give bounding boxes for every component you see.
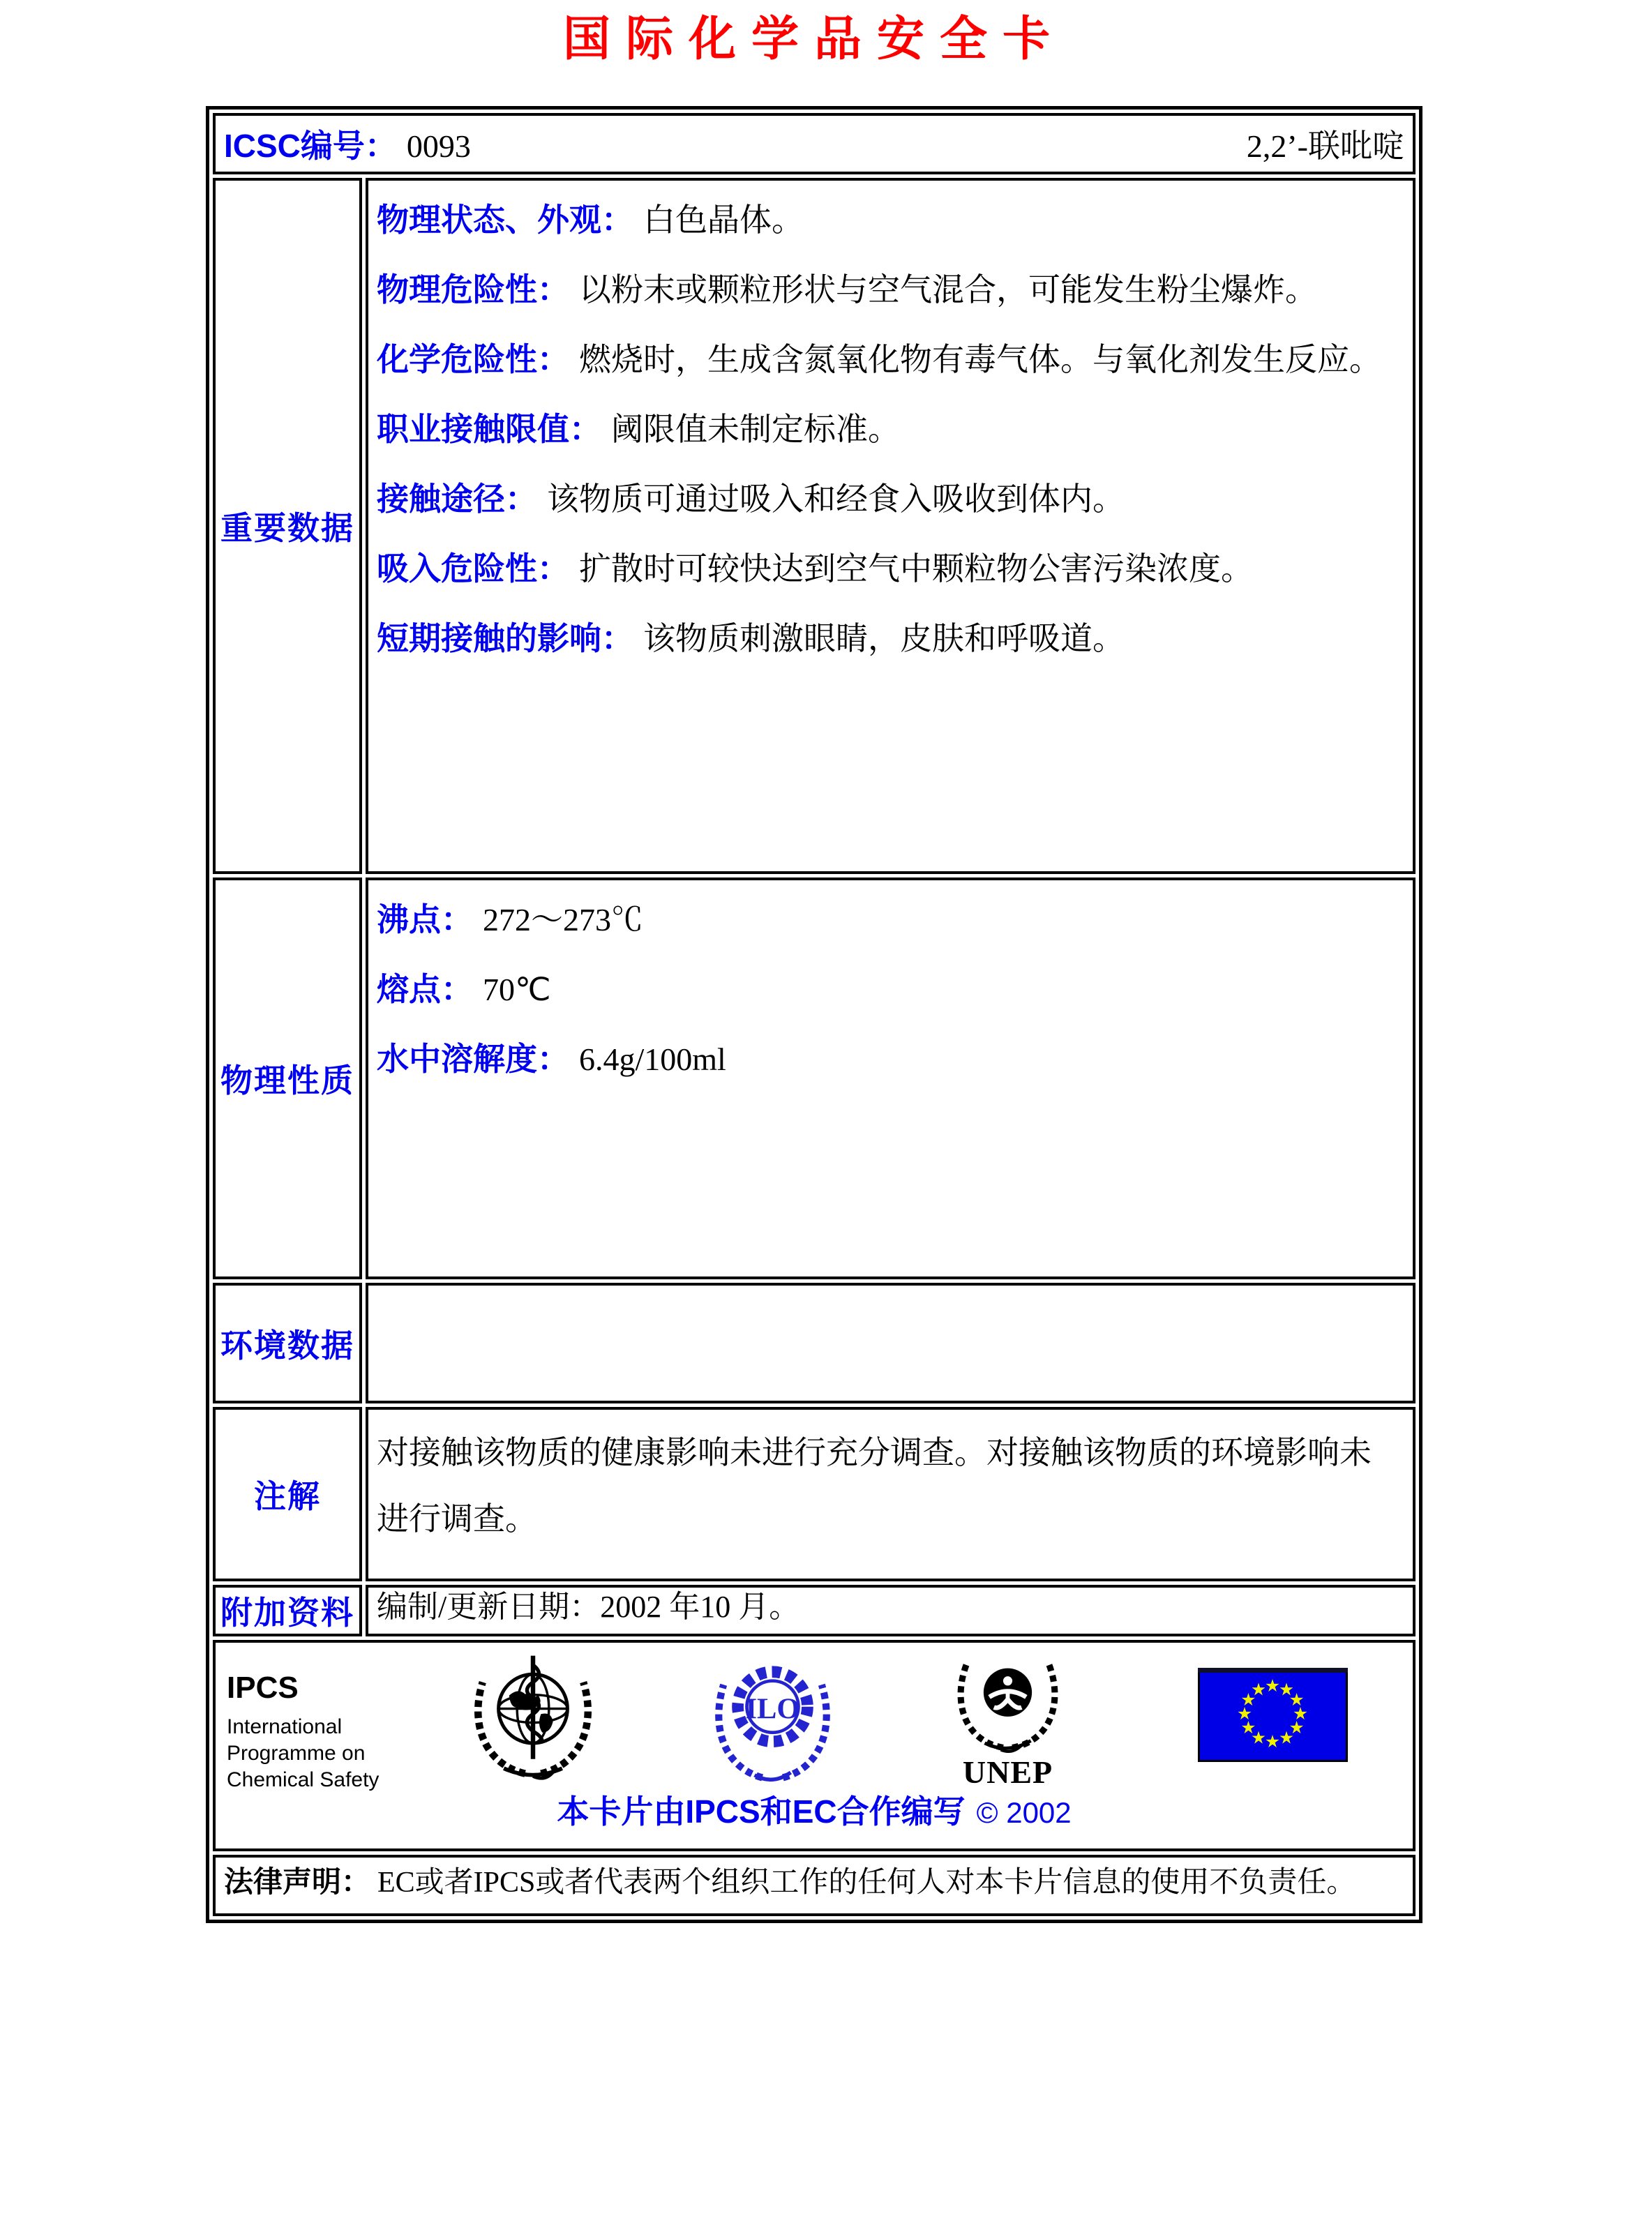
legal-cell [213,1855,1416,1916]
physical-properties-label-cell [213,878,362,1279]
field-label: 物理危险性： [377,271,569,308]
section-label-additional-info: 附加资料 [220,1595,354,1631]
notes-row [213,1407,1416,1581]
ipcs-name-line-1: International [227,1715,343,1738]
field-row-inhalation-risk [377,538,1403,608]
field-row-short-term-effects [377,608,1403,677]
ipcs-acronym: IPCS [227,1671,299,1705]
icsc-number-group [224,121,471,167]
who-logo-icon [467,1647,599,1786]
field-row-physical-state [377,189,1403,259]
field-row-boiling-point [377,889,1403,958]
field-label: 化学危险性： [377,341,569,377]
additional-info-row [213,1585,1416,1636]
field-label: 熔点： [377,971,473,1007]
legal-label: 法律声明： [224,1865,371,1898]
field-value: 该物质可通过吸入和经食入吸收到体内。 [547,481,1125,517]
additional-info-content-cell [366,1585,1416,1636]
field-value: 70℃ [483,972,551,1007]
section-label-physical-properties: 物理性质 [220,1062,354,1099]
legal-text: EC或者IPCS或者代表两个组织工作的任何人对本卡片信息的使用不负责任。 [377,1867,1356,1899]
page-title: 国际化学品安全卡 [562,13,1065,66]
logos-cell [213,1640,1416,1851]
environmental-data-row [213,1283,1416,1403]
field-row-melting-point [377,958,1403,1028]
field-label: 沸点： [377,901,473,937]
additional-info-label-cell [213,1585,362,1636]
field-label: 水中溶解度： [377,1041,569,1077]
ipcs-text-block [227,1671,379,1793]
eu-flag-icon [1198,1668,1348,1762]
field-row-water-solubility [377,1028,1403,1098]
field-value: 白色晶体。 [643,202,804,238]
physical-properties-row [213,878,1416,1279]
ilo-letters: ILO [745,1692,800,1726]
card-credit-line [216,1786,1413,1832]
header-row [213,113,1416,174]
section-label-environmental-data: 环境数据 [220,1327,354,1364]
notes-content-cell [366,1407,1416,1581]
field-row-chemical-danger [377,329,1403,398]
field-value: 该物质刺激眼睛，皮肤和呼吸道。 [643,621,1125,656]
revision-date-text: 编制/更新日期：2002 年10 月。 [377,1590,800,1624]
icsc-card-table [206,106,1422,1923]
field-value: 272～273℃ [483,902,643,937]
notes-text: 对接触该物质的健康影响未进行充分调查。对接触该物质的环境影响未进行调查。 [377,1435,1372,1537]
field-value: 以粉末或颗粒形状与空气混合，可能发生粉尘爆炸。 [579,272,1317,308]
icsc-number-label: ICSC编号： [224,128,397,164]
field-label: 职业接触限值： [377,411,601,447]
ipcs-name-line-2: Programme on [227,1742,366,1765]
logos-row [213,1640,1416,1851]
unep-logo-block [947,1644,1069,1791]
field-row-exposure-routes [377,468,1403,538]
physical-properties-content-cell [366,878,1416,1279]
unep-caption: UNEP [962,1754,1053,1790]
field-label: 吸入危险性： [377,550,569,587]
icsc-number-value: 0093 [406,128,471,164]
notes-label-cell [213,1407,362,1581]
unep-logo-icon [950,1644,1065,1756]
field-value: 6.4g/100ml [579,1041,726,1077]
field-label: 接触途径： [377,481,537,517]
field-row-occupational-limit [377,398,1403,468]
field-value: 燃烧时，生成含氮氧化物有毒气体。与氧化剂发生反应。 [579,342,1381,377]
field-row-physical-danger [377,259,1403,329]
important-data-content-cell [366,178,1416,874]
field-value: 扩散时可较快达到空气中颗粒物公害污染浓度。 [579,551,1253,587]
chemical-name: 2,2’-联吡啶 [1246,128,1404,164]
important-data-row [213,178,1416,874]
environmental-data-content-cell [366,1283,1416,1403]
field-label: 短期接触的影响： [377,620,633,656]
ipcs-name-line-3: Chemical Safety [227,1768,380,1791]
environmental-data-label-cell [213,1283,362,1403]
important-data-label-cell [213,178,362,874]
field-label: 物理状态、外观： [377,202,633,238]
header-cell [213,113,1416,174]
ilo-logo-icon [708,1646,837,1788]
section-label-notes: 注解 [254,1478,321,1514]
credit-text: 本卡片由IPCS和EC合作编写 [557,1793,966,1830]
legal-row [213,1855,1416,1916]
field-value: 阈限值未制定标准。 [611,412,900,447]
section-label-important-data: 重要数据 [220,510,354,546]
copyright-text: © 2002 [976,1796,1072,1829]
